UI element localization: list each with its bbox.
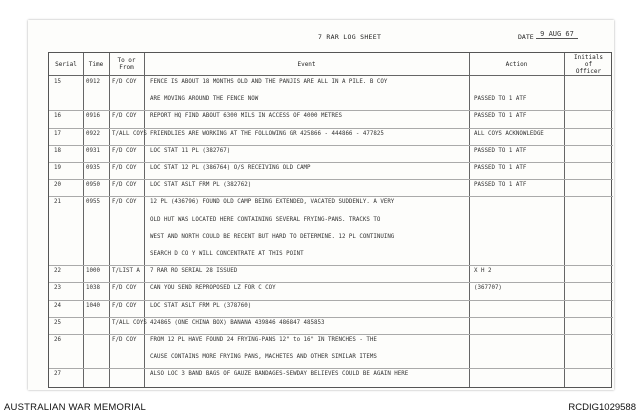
row-divider <box>49 179 613 180</box>
event-cell: CAUSE CONTAINS MORE FRYING PANS, MACHETES AND OTHER SIMILAR ITEMS <box>150 354 377 361</box>
event-cell: OLD HUT WAS LOCATED HERE CONTAINING SEVERAL FRYING-PANS. TRACKS TO <box>150 216 381 223</box>
time-cell: 0931 <box>86 147 100 154</box>
action-cell: PASSED TO 1 ATF <box>474 147 527 154</box>
time-cell: 0912 <box>86 79 100 85</box>
table-row <box>49 282 613 296</box>
table-row <box>49 145 613 159</box>
row-divider <box>49 282 613 283</box>
log-sheet <box>4 20 636 413</box>
serial-cell: 26 <box>54 337 61 343</box>
col-header-to-from: To or From <box>117 57 136 71</box>
serial-cell: 19 <box>54 165 61 171</box>
log-table <box>48 52 612 388</box>
table-row <box>49 214 613 228</box>
to-from-cell: F/D COY <box>112 147 137 154</box>
date-value: 9 AUG 67 <box>536 30 578 39</box>
table-row <box>49 334 613 348</box>
row-divider <box>49 145 613 146</box>
serial-cell: 17 <box>54 130 61 137</box>
event-cell: CAN YOU SEND REPROPOSED LZ FOR C COY <box>150 285 276 292</box>
date-label: DATE <box>518 33 534 41</box>
footer-reference: RCDIG1029588 <box>568 402 636 413</box>
col-header-action: Action <box>505 61 528 68</box>
to-from-cell: F/D COY <box>112 182 137 189</box>
serial-cell: 24 <box>54 302 61 309</box>
action-cell: PASSED TO 1 ATF <box>474 113 527 120</box>
col-header-initials: Initials of Officer <box>574 54 603 75</box>
row-divider <box>49 162 613 163</box>
event-cell: 12 PL (436796) FOUND OLD CAMP BEING EXTENDED, VACATED SUDDENLY. A VERY <box>150 199 395 206</box>
event-cell: SEARCH D CO Y WILL CONCENTRATE AT THIS POINT <box>150 251 304 257</box>
row-divider <box>49 265 613 266</box>
table-row <box>49 265 613 279</box>
row-divider <box>49 110 613 111</box>
table-row <box>49 110 613 124</box>
serial-cell: 23 <box>54 285 61 292</box>
to-from-cell: F/D COY <box>112 337 137 343</box>
action-cell: PASSED TO 1 ATF <box>474 96 527 103</box>
event-cell: ALSO LOC 3 BAND BAGS OF GAUZE BANDAGES-SEWDAY BELIEVES COULD BE AGAIN HERE <box>150 371 409 378</box>
table-row <box>49 351 613 365</box>
table-row <box>49 196 613 210</box>
action-cell: (367707) <box>474 285 502 292</box>
col-header-event: Event <box>297 61 316 68</box>
table-row <box>49 317 613 331</box>
serial-cell: 15 <box>54 79 61 85</box>
table-row <box>49 179 613 193</box>
time-cell: 0955 <box>86 199 100 206</box>
time-cell: 1000 <box>86 268 100 275</box>
time-cell: 1040 <box>86 302 100 309</box>
time-cell: 0922 <box>86 130 100 137</box>
table-row <box>49 231 613 245</box>
serial-cell: 20 <box>54 182 61 189</box>
table-row <box>49 128 613 142</box>
row-divider <box>49 196 613 197</box>
event-cell: FENCE IS ABOUT 18 MONTHS OLD AND THE PANJIS ARE ALL IN A PILE. B COY <box>150 79 388 85</box>
to-from-cell: F/D COY <box>112 199 137 206</box>
time-cell: 1038 <box>86 285 100 292</box>
event-cell: LOC STAT ASLT FRM PL (382762) <box>150 182 252 189</box>
serial-cell: 27 <box>54 371 61 378</box>
event-cell: FRIENDLIES ARE WORKING AT THE FOLLOWING GR 425866 - 444866 - 477825 <box>150 130 384 137</box>
event-cell: LOC STAT ASLT FRM PL (378760) <box>150 302 252 309</box>
event-cell: WEST AND NORTH COULD BE RECENT BUT HARD TO DETERMINE. 12 PL CONTINUING <box>150 233 395 240</box>
row-divider <box>49 334 613 335</box>
event-cell: LOC STAT 11 PL (382767) <box>150 147 231 154</box>
to-from-cell: F/D COY <box>112 165 137 171</box>
event-cell: FROM 12 PL HAVE FOUND 24 FRYING-PANS 12" to 16" IN TRENCHES - THE <box>150 337 377 343</box>
to-from-cell: F/D COY <box>112 113 137 120</box>
action-cell: ALL COYS ACKNOWLEDGE <box>474 130 544 137</box>
event-cell: 424865 (ONE CHINA BOX) BANANA 439846 486847 485853 <box>150 319 325 326</box>
to-from-cell: F/D COY <box>112 79 137 85</box>
event-cell: LOC STAT 12 PL (386764) O/S RECEIVING OLD CAMP <box>150 165 311 171</box>
action-cell: PASSED TO 1 ATF <box>474 165 527 171</box>
table-row <box>49 248 613 262</box>
to-from-cell: F/D COY <box>112 302 137 309</box>
event-cell: 7 RAR RO SERIAL 28 ISSUED <box>150 268 238 275</box>
table-row <box>49 162 613 176</box>
to-from-cell: F/D COY <box>112 285 137 292</box>
serial-cell: 16 <box>54 113 61 120</box>
time-cell: 0916 <box>86 113 100 120</box>
table-row <box>49 76 613 90</box>
to-from-cell: T/LIST A <box>112 268 140 275</box>
sheet-title: 7 RAR LOG SHEET <box>318 33 382 41</box>
table-row <box>49 93 613 107</box>
to-from-cell: T/ALL COYS <box>112 319 147 326</box>
row-divider <box>49 300 613 301</box>
row-divider <box>49 317 613 318</box>
serial-cell: 22 <box>54 268 61 275</box>
table-row <box>49 300 613 314</box>
action-cell: X H 2 <box>474 268 492 275</box>
serial-cell: 18 <box>54 147 61 154</box>
row-divider <box>49 368 613 369</box>
row-divider <box>49 128 613 129</box>
to-from-cell: T/ALL COYS <box>112 130 147 137</box>
footer-credit: AUSTRALIAN WAR MEMORIAL <box>4 402 147 413</box>
time-cell: 0950 <box>86 182 100 189</box>
table-row <box>49 368 613 382</box>
col-header-serial: Serial <box>55 61 77 68</box>
event-cell: ARE MOVING AROUND THE FENCE NOW <box>150 96 259 103</box>
col-header-time: Time <box>88 61 104 68</box>
event-cell: REPORT HQ FIND ABOUT 6300 MILS IN ACCESS OF 4000 METRES <box>150 113 342 120</box>
action-cell: PASSED TO 1 ATF <box>474 182 527 189</box>
time-cell: 0935 <box>86 165 100 171</box>
serial-cell: 21 <box>54 199 61 206</box>
serial-cell: 25 <box>54 319 61 326</box>
